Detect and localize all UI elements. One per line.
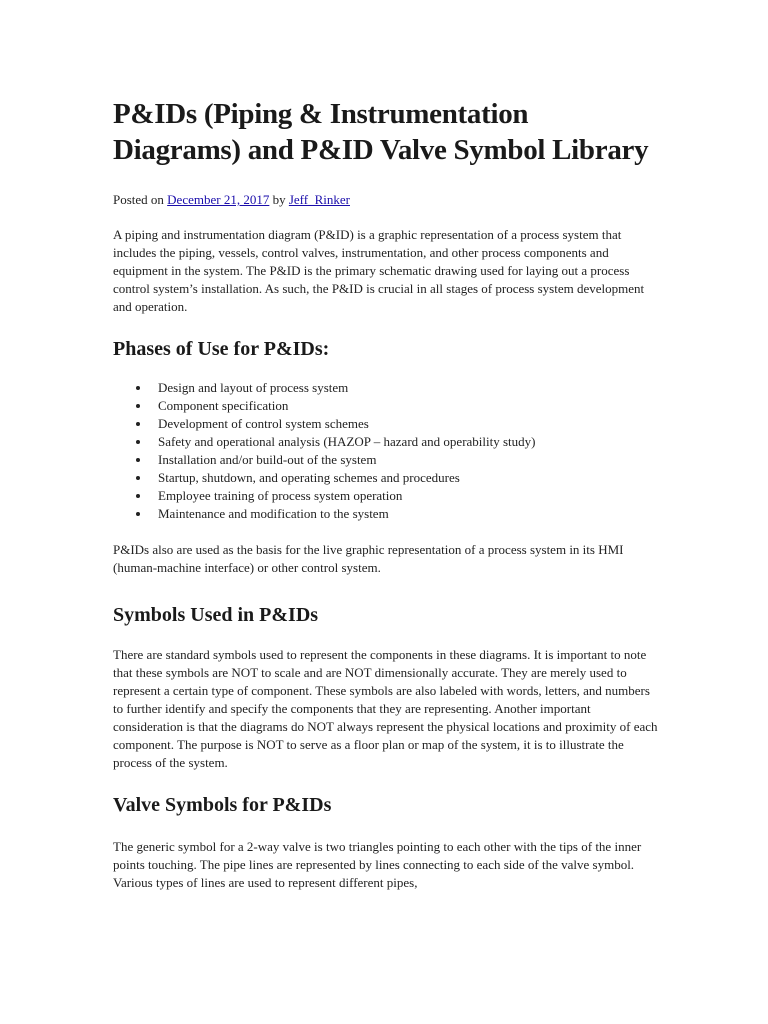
list-item: Safety and operational analysis (HAZOP – hazard and operability study) [158,433,658,451]
phases-heading: Phases of Use for P&IDs: [113,338,330,360]
posted-on-label: Posted on [113,192,164,207]
intro-paragraph: A piping and instrumentation diagram (P&ID) is a graphic representation of a process system that includes the piping, vessels, control valves, instrumentation, and other process components and equipment in the system. The P&ID is the primary schematic drawing used for laying out a process control system’s installation. As such, the P&ID is crucial in all stages of process system development and operation. [113,227,645,314]
page-title: P&IDs (Piping & Instrumentation Diagrams) and P&ID Valve Symbol Library [113,98,649,166]
symbols-heading: Symbols Used in P&IDs [113,604,319,626]
valve-heading: Valve Symbols for P&IDs [113,794,332,816]
list-item: Startup, shutdown, and operating schemes and procedures [158,469,658,487]
post-meta [113,191,658,209]
post-date-link[interactable]: December 21, 2017 [167,192,270,207]
by-label: by [272,192,286,207]
hmi-paragraph: P&IDs also are used as the basis for the live graphic representation of a process system in its HMI (human-machine interface) or other control system. [113,542,624,575]
symbols-paragraph: There are standard symbols used to represent the components in these diagrams. It is important to note that these symbols are NOT to scale and are NOT dimensionally accurate. They are merely used to represent a certain type of component. These symbols are also labeled with words, letters, and numbers to further identify and specify the components that they are representing. Another important consideration is that the diagrams do NOT always represent the physical locations and proximity of each component. The purpose is NOT to serve as a floor plan or map of the system, it is to illustrate the process of the system. [113,647,658,770]
valve-paragraph: The generic symbol for a 2-way valve is two triangles pointing to each other with the tips of the inner points touching. The pipe lines are represented by lines connecting to each side of the valve symbol. Various types of lines are used to represent different pipes, [113,839,642,890]
list-item: Component specification [158,397,658,415]
list-item: Employee training of process system operation [158,487,658,505]
phases-list [113,379,658,523]
list-item: Development of control system schemes [158,415,658,433]
list-item: Design and layout of process system [158,379,658,397]
list-item: Installation and/or build-out of the system [158,451,658,469]
author-link[interactable]: Jeff_Rinker [288,192,350,207]
article [113,96,658,892]
list-item: Maintenance and modification to the system [158,505,658,523]
